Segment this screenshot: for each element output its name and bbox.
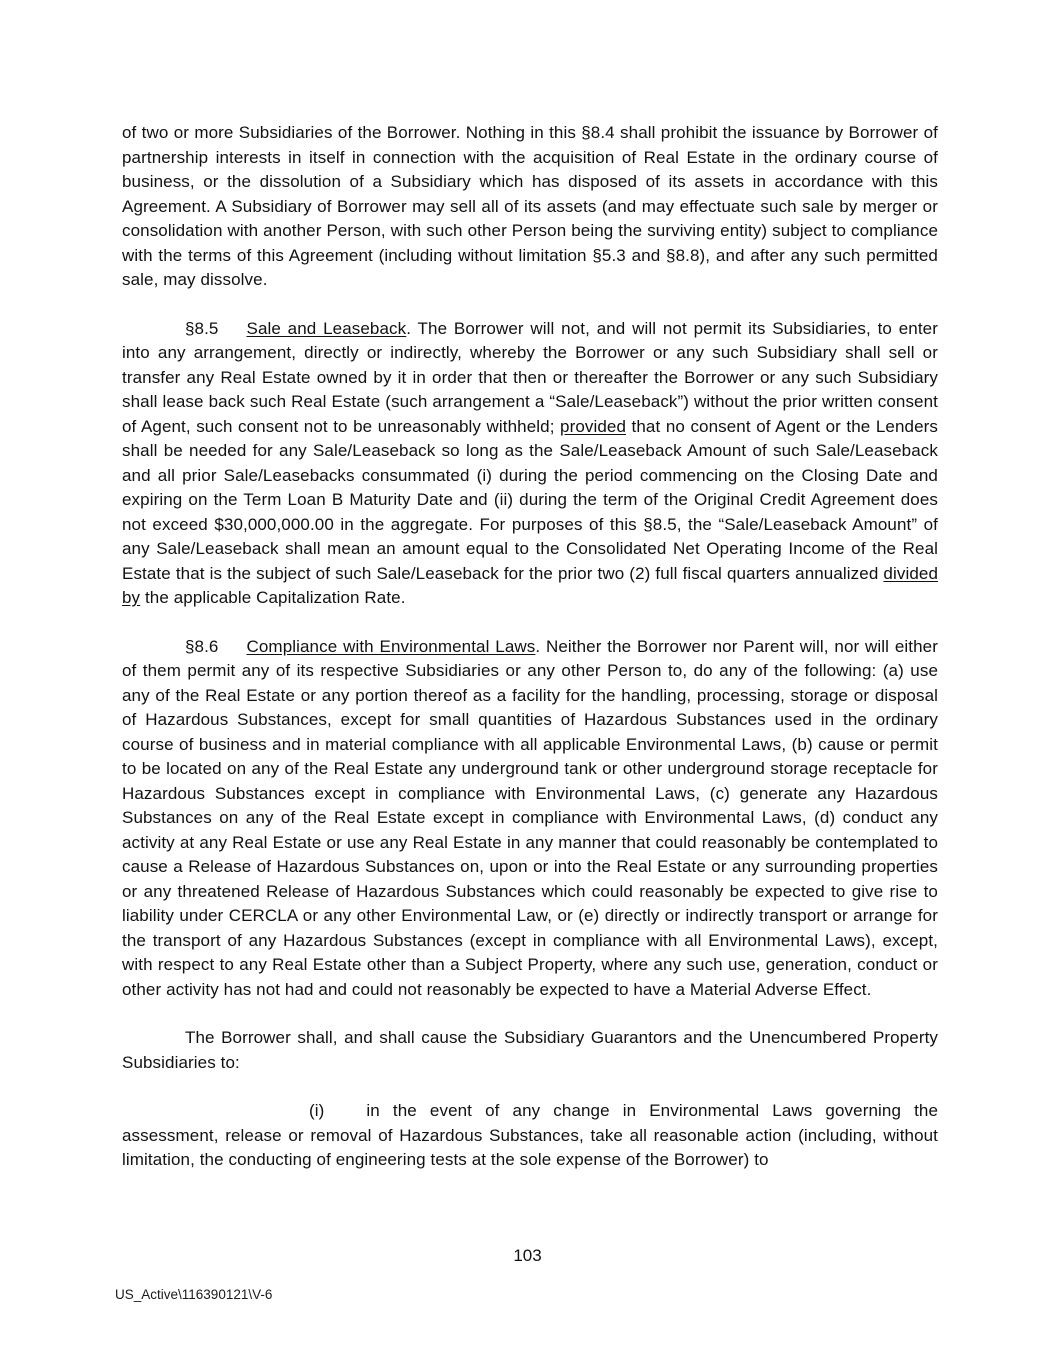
section-8-5-body-2: that no consent of Agent or the Lenders shall be needed for any Sale/Leaseback so long as the Sale/Leaseback Amount of such Sale/Leaseback and all prior Sale/Leasebacks consummated (i) during the period commencing on the Closing Date and expiring on the Term Loan B Maturity Date and (ii) during the term of the Original Credit Agreement does not exceed $30,000,000.00 in the aggregate. For purposes of this §8.5, the “Sale/Leaseback Amount” of any Sale/Leaseback shall mean an amount equal to the Consolidated Net Operating Income of the Real Estate that is the subject of such Sale/Leaseback for the prior two (2) full fiscal quarters annualized [122, 416, 938, 583]
section-8-6-heading: Compliance with Environmental Laws [246, 636, 536, 656]
section-8-5-heading: Sale and Leaseback [246, 318, 407, 338]
page-number: 103 [513, 1246, 542, 1265]
clause-i-text: in the event of any change in Environmental Laws governing the assessment, release or removal of Hazardous Substances, take all reasonable action (including, without limitation, the conducting of engineering tests at the sole expense of the Borrower) to [122, 1101, 938, 1169]
section-8-5-paragraph [122, 317, 938, 611]
clause-i-paragraph [122, 1099, 938, 1173]
section-8-5-body-3: the applicable Capitalization Rate. [140, 588, 406, 607]
document-content [122, 121, 938, 1197]
section-8-5-number: §8.5 [185, 318, 219, 338]
section-8-6-number: §8.6 [185, 636, 219, 656]
section-8-5-underlined-divided-by: divided by [122, 563, 938, 607]
document-footer-reference: US_Active\116390121\V-6 [115, 1287, 273, 1302]
section-8-5-body-1: . The Borrower will not, and will not permit its Subsidiaries, to enter into any arrangement, directly or indirectly, whereby the Borrower or any such Subsidiary shall sell or transfer any Real Estate owned by it in order that then or thereafter the Borrower or any such Subsidiary shall lease back such Real Estate (such arrangement a “Sale/Leaseback”) without the prior written consent of Agent, such consent not to be unreasonably withheld; [122, 318, 938, 436]
section-8-5-underlined-provided: provided [560, 416, 627, 436]
section-8-6-body: . Neither the Borrower nor Parent will, nor will either of them permit any of its respective Subsidiaries or any other Person to, do any of the following: (a) use any of the Real Estate or any portion thereof as a facility for the handling, processing, storage or disposal of Hazardous Substances, except for small quantities of Hazardous Substances used in the ordinary course of business and in material compliance with all applicable Environmental Laws, (b) cause or permit to be located on any of the Real Estate any underground tank or other underground storage receptacle for Hazardous Substances except in compliance with Environmental Laws, (c) generate any Hazardous Substances on any of the Real Estate except in compliance with Environmental Laws, (d) conduct any activity at any Real Estate or use any Real Estate in any manner that could reasonably be contemplated to cause a Release of Hazardous Substances on, upon or into the Real Estate or any surrounding properties or any threatened Release of Hazardous Substances which could reasonably be expected to give rise to liability under CERCLA or any other Environmental Law, or (e) directly or indirectly transport or arrange for the transport of any Hazardous Substances (except in compliance with all Environmental Laws), except, with respect to any Real Estate other than a Subject Property, where any such use, generation, conduct or other activity has not had and could not reasonably be expected to have a Material Adverse Effect. [122, 636, 938, 999]
clause-i-marker: (i) [309, 1101, 325, 1120]
paragraph-continuation-8-4: of two or more Subsidiaries of the Borrower. Nothing in this §8.4 shall prohibit the issuance by Borrower of partnership interests in itself in connection with the acquisition of Real Estate in the ordinary course of business, or the dissolution of a Subsidiary which has disposed of its assets in accordance with this Agreement. A Subsidiary of Borrower may sell all of its assets (and may effectuate such sale by merger or consolidation with another Person, with such other Person being the surviving entity) subject to compliance with the terms of this Agreement (including without limitation §5.3 and §8.8), and after any such permitted sale, may dissolve. [122, 123, 938, 289]
section-8-6-paragraph [122, 635, 938, 1003]
borrower-shall-paragraph: The Borrower shall, and shall cause the Subsidiary Guarantors and the Unencumbered Property Subsidiaries to: [122, 1028, 938, 1072]
